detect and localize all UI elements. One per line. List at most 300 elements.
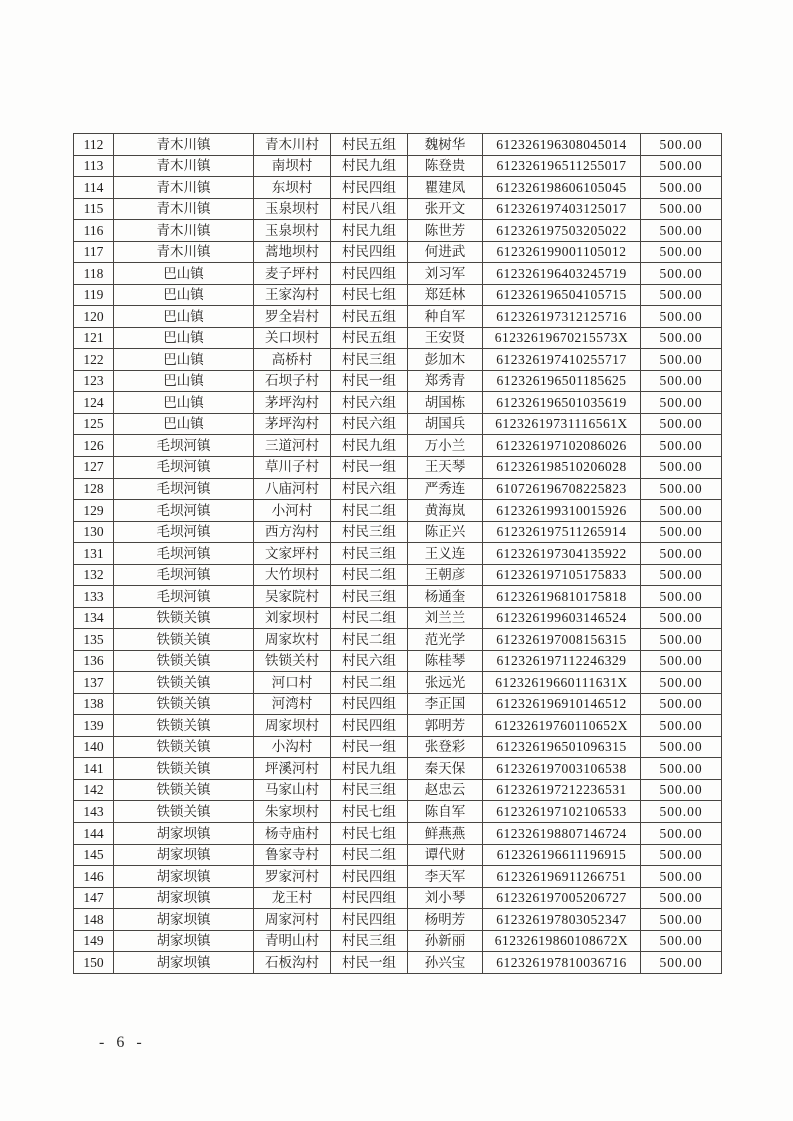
group-cell: 村民五组 [331, 306, 408, 328]
amount-cell: 500.00 [641, 500, 722, 522]
row-no-cell: 144 [74, 823, 114, 845]
town-cell: 铁锁关镇 [114, 758, 254, 780]
group-cell: 村民四组 [331, 263, 408, 285]
name-cell: 陈正兴 [408, 521, 483, 543]
table-row [74, 435, 722, 457]
name-cell: 杨通奎 [408, 586, 483, 608]
amount-cell: 500.00 [641, 413, 722, 435]
village-cell: 玉泉坝村 [254, 220, 331, 242]
village-cell: 高桥村 [254, 349, 331, 371]
row-no-cell: 143 [74, 801, 114, 823]
town-cell: 毛坝河镇 [114, 521, 254, 543]
row-no-cell: 126 [74, 435, 114, 457]
town-cell: 铁锁关镇 [114, 736, 254, 758]
name-cell: 陈桂琴 [408, 650, 483, 672]
group-cell: 村民六组 [331, 413, 408, 435]
amount-cell: 500.00 [641, 866, 722, 888]
village-cell: 青明山村 [254, 930, 331, 952]
amount-cell: 500.00 [641, 521, 722, 543]
table-row [74, 198, 722, 220]
row-no-cell: 146 [74, 866, 114, 888]
table-row [74, 715, 722, 737]
table-row [74, 801, 722, 823]
name-cell: 鲜燕燕 [408, 823, 483, 845]
town-cell: 巴山镇 [114, 349, 254, 371]
town-cell: 胡家坝镇 [114, 887, 254, 909]
table-row [74, 844, 722, 866]
group-cell: 村民六组 [331, 650, 408, 672]
id-number-cell: 612326199310015926 [483, 500, 641, 522]
group-cell: 村民二组 [331, 629, 408, 651]
row-no-cell: 112 [74, 134, 114, 156]
village-cell: 铁锁关村 [254, 650, 331, 672]
table-row [74, 607, 722, 629]
table-row [74, 693, 722, 715]
amount-cell: 500.00 [641, 650, 722, 672]
group-cell: 村民四组 [331, 866, 408, 888]
row-no-cell: 121 [74, 327, 114, 349]
id-number-cell: 612326197403125017 [483, 198, 641, 220]
id-number-cell: 61232619760110652X [483, 715, 641, 737]
id-number-cell: 612326197212236531 [483, 779, 641, 801]
id-number-cell: 612326197102086026 [483, 435, 641, 457]
town-cell: 毛坝河镇 [114, 435, 254, 457]
id-number-cell: 612326196511255017 [483, 155, 641, 177]
table-row [74, 241, 722, 263]
village-cell: 文家坪村 [254, 543, 331, 565]
group-cell: 村民一组 [331, 456, 408, 478]
id-number-cell: 612326198807146724 [483, 823, 641, 845]
town-cell: 毛坝河镇 [114, 586, 254, 608]
name-cell: 陈自军 [408, 801, 483, 823]
table-row [74, 349, 722, 371]
village-cell: 小河村 [254, 500, 331, 522]
table-row [74, 887, 722, 909]
group-cell: 村民三组 [331, 930, 408, 952]
group-cell: 村民五组 [331, 327, 408, 349]
id-number-cell: 612326197008156315 [483, 629, 641, 651]
table-row [74, 952, 722, 974]
id-number-cell: 61232619731116561X [483, 413, 641, 435]
row-no-cell: 125 [74, 413, 114, 435]
town-cell: 毛坝河镇 [114, 543, 254, 565]
table-row [74, 650, 722, 672]
village-cell: 周家坎村 [254, 629, 331, 651]
name-cell: 李天军 [408, 866, 483, 888]
id-number-cell: 612326197312125716 [483, 306, 641, 328]
amount-cell: 500.00 [641, 758, 722, 780]
village-cell: 茅坪沟村 [254, 392, 331, 414]
table-row [74, 478, 722, 500]
id-number-cell: 612326196501185625 [483, 370, 641, 392]
id-number-cell: 612326197810036716 [483, 952, 641, 974]
group-cell: 村民二组 [331, 607, 408, 629]
group-cell: 村民三组 [331, 586, 408, 608]
town-cell: 巴山镇 [114, 284, 254, 306]
town-cell: 铁锁关镇 [114, 629, 254, 651]
group-cell: 村民四组 [331, 887, 408, 909]
name-cell: 胡国兵 [408, 413, 483, 435]
name-cell: 杨明芳 [408, 909, 483, 931]
row-no-cell: 148 [74, 909, 114, 931]
id-number-cell: 612326198510206028 [483, 456, 641, 478]
village-cell: 河口村 [254, 672, 331, 694]
town-cell: 青木川镇 [114, 241, 254, 263]
group-cell: 村民四组 [331, 241, 408, 263]
id-number-cell: 612326197102106533 [483, 801, 641, 823]
village-cell: 朱家坝村 [254, 801, 331, 823]
name-cell: 谭代财 [408, 844, 483, 866]
village-cell: 周家河村 [254, 909, 331, 931]
id-number-cell: 612326198606105045 [483, 177, 641, 199]
name-cell: 瞿建凤 [408, 177, 483, 199]
amount-cell: 500.00 [641, 284, 722, 306]
group-cell: 村民六组 [331, 478, 408, 500]
group-cell: 村民七组 [331, 823, 408, 845]
group-cell: 村民一组 [331, 736, 408, 758]
village-cell: 草川子村 [254, 456, 331, 478]
amount-cell: 500.00 [641, 844, 722, 866]
amount-cell: 500.00 [641, 392, 722, 414]
amount-cell: 500.00 [641, 629, 722, 651]
name-cell: 李正国 [408, 693, 483, 715]
village-cell: 大竹坝村 [254, 564, 331, 586]
town-cell: 青木川镇 [114, 177, 254, 199]
town-cell: 胡家坝镇 [114, 909, 254, 931]
table-row [74, 392, 722, 414]
town-cell: 青木川镇 [114, 198, 254, 220]
amount-cell: 500.00 [641, 715, 722, 737]
amount-cell: 500.00 [641, 952, 722, 974]
group-cell: 村民七组 [331, 284, 408, 306]
payment-table-body [74, 134, 722, 974]
table-row [74, 220, 722, 242]
name-cell: 陈世芳 [408, 220, 483, 242]
town-cell: 毛坝河镇 [114, 500, 254, 522]
row-no-cell: 147 [74, 887, 114, 909]
name-cell: 何进武 [408, 241, 483, 263]
id-number-cell: 612326197410255717 [483, 349, 641, 371]
name-cell: 刘小琴 [408, 887, 483, 909]
group-cell: 村民二组 [331, 844, 408, 866]
amount-cell: 500.00 [641, 736, 722, 758]
name-cell: 王安贤 [408, 327, 483, 349]
name-cell: 万小兰 [408, 435, 483, 457]
table-row [74, 327, 722, 349]
table-row [74, 758, 722, 780]
amount-cell: 500.00 [641, 672, 722, 694]
row-no-cell: 122 [74, 349, 114, 371]
name-cell: 王朝彦 [408, 564, 483, 586]
amount-cell: 500.00 [641, 177, 722, 199]
group-cell: 村民三组 [331, 521, 408, 543]
table-row [74, 263, 722, 285]
table-row [74, 284, 722, 306]
village-cell: 八庙河村 [254, 478, 331, 500]
row-no-cell: 141 [74, 758, 114, 780]
name-cell: 刘兰兰 [408, 607, 483, 629]
group-cell: 村民八组 [331, 198, 408, 220]
group-cell: 村民五组 [331, 134, 408, 156]
village-cell: 罗全岩村 [254, 306, 331, 328]
row-no-cell: 123 [74, 370, 114, 392]
village-cell: 麦子坪村 [254, 263, 331, 285]
row-no-cell: 136 [74, 650, 114, 672]
group-cell: 村民二组 [331, 564, 408, 586]
name-cell: 王天琴 [408, 456, 483, 478]
id-number-cell: 612326196504105715 [483, 284, 641, 306]
id-number-cell: 612326197112246329 [483, 650, 641, 672]
id-number-cell: 612326196911266751 [483, 866, 641, 888]
row-no-cell: 113 [74, 155, 114, 177]
town-cell: 巴山镇 [114, 306, 254, 328]
table-row [74, 155, 722, 177]
id-number-cell: 612326197503205022 [483, 220, 641, 242]
name-cell: 陈登贵 [408, 155, 483, 177]
village-cell: 马家山村 [254, 779, 331, 801]
id-number-cell: 612326199603146524 [483, 607, 641, 629]
town-cell: 青木川镇 [114, 134, 254, 156]
town-cell: 毛坝河镇 [114, 456, 254, 478]
id-number-cell: 61232619860108672X [483, 930, 641, 952]
table-row [74, 586, 722, 608]
amount-cell: 500.00 [641, 155, 722, 177]
group-cell: 村民四组 [331, 177, 408, 199]
table-row [74, 779, 722, 801]
amount-cell: 500.00 [641, 607, 722, 629]
group-cell: 村民九组 [331, 758, 408, 780]
group-cell: 村民三组 [331, 779, 408, 801]
id-number-cell: 612326199001105012 [483, 241, 641, 263]
town-cell: 铁锁关镇 [114, 650, 254, 672]
id-number-cell: 612326197005206727 [483, 887, 641, 909]
town-cell: 铁锁关镇 [114, 672, 254, 694]
row-no-cell: 127 [74, 456, 114, 478]
town-cell: 巴山镇 [114, 263, 254, 285]
group-cell: 村民三组 [331, 349, 408, 371]
name-cell: 魏树华 [408, 134, 483, 156]
id-number-cell: 612326196501096315 [483, 736, 641, 758]
amount-cell: 500.00 [641, 435, 722, 457]
town-cell: 胡家坝镇 [114, 866, 254, 888]
name-cell: 郭明芳 [408, 715, 483, 737]
table-row [74, 564, 722, 586]
name-cell: 刘习军 [408, 263, 483, 285]
town-cell: 毛坝河镇 [114, 564, 254, 586]
village-cell: 蒿地坝村 [254, 241, 331, 263]
id-number-cell: 612326196810175818 [483, 586, 641, 608]
amount-cell: 500.00 [641, 586, 722, 608]
name-cell: 孙兴宝 [408, 952, 483, 974]
id-number-cell: 612326197511265914 [483, 521, 641, 543]
village-cell: 河湾村 [254, 693, 331, 715]
name-cell: 张开文 [408, 198, 483, 220]
amount-cell: 500.00 [641, 693, 722, 715]
amount-cell: 500.00 [641, 930, 722, 952]
town-cell: 铁锁关镇 [114, 693, 254, 715]
id-number-cell: 612326197803052347 [483, 909, 641, 931]
group-cell: 村民九组 [331, 435, 408, 457]
name-cell: 彭加木 [408, 349, 483, 371]
row-no-cell: 133 [74, 586, 114, 608]
group-cell: 村民七组 [331, 801, 408, 823]
row-no-cell: 128 [74, 478, 114, 500]
group-cell: 村民四组 [331, 715, 408, 737]
row-no-cell: 114 [74, 177, 114, 199]
town-cell: 铁锁关镇 [114, 715, 254, 737]
group-cell: 村民三组 [331, 543, 408, 565]
row-no-cell: 116 [74, 220, 114, 242]
table-row [74, 521, 722, 543]
village-cell: 小沟村 [254, 736, 331, 758]
id-number-cell: 612326197003106538 [483, 758, 641, 780]
name-cell: 张远光 [408, 672, 483, 694]
town-cell: 巴山镇 [114, 327, 254, 349]
table-row [74, 866, 722, 888]
table-row [74, 909, 722, 931]
village-cell: 刘家坝村 [254, 607, 331, 629]
village-cell: 三道河村 [254, 435, 331, 457]
name-cell: 郑秀青 [408, 370, 483, 392]
row-no-cell: 131 [74, 543, 114, 565]
id-number-cell: 612326197105175833 [483, 564, 641, 586]
name-cell: 郑廷林 [408, 284, 483, 306]
row-no-cell: 119 [74, 284, 114, 306]
village-cell: 东坝村 [254, 177, 331, 199]
table-row [74, 177, 722, 199]
name-cell: 孙新丽 [408, 930, 483, 952]
id-number-cell: 612326196611196915 [483, 844, 641, 866]
village-cell: 王家沟村 [254, 284, 331, 306]
amount-cell: 500.00 [641, 887, 722, 909]
amount-cell: 500.00 [641, 134, 722, 156]
town-cell: 胡家坝镇 [114, 823, 254, 845]
village-cell: 石坝子村 [254, 370, 331, 392]
row-no-cell: 150 [74, 952, 114, 974]
table-row [74, 500, 722, 522]
payment-table [73, 133, 722, 974]
amount-cell: 500.00 [641, 823, 722, 845]
village-cell: 石板沟村 [254, 952, 331, 974]
table-row [74, 736, 722, 758]
row-no-cell: 139 [74, 715, 114, 737]
name-cell: 范光学 [408, 629, 483, 651]
town-cell: 胡家坝镇 [114, 844, 254, 866]
row-no-cell: 137 [74, 672, 114, 694]
id-number-cell: 610726196708225823 [483, 478, 641, 500]
amount-cell: 500.00 [641, 327, 722, 349]
group-cell: 村民四组 [331, 693, 408, 715]
group-cell: 村民四组 [331, 909, 408, 931]
town-cell: 铁锁关镇 [114, 801, 254, 823]
row-no-cell: 124 [74, 392, 114, 414]
name-cell: 赵忠云 [408, 779, 483, 801]
table-row [74, 543, 722, 565]
table-row [74, 413, 722, 435]
table-row [74, 306, 722, 328]
group-cell: 村民二组 [331, 672, 408, 694]
id-number-cell: 61232619660111631X [483, 672, 641, 694]
village-cell: 玉泉坝村 [254, 198, 331, 220]
table-row [74, 823, 722, 845]
table-row [74, 456, 722, 478]
town-cell: 毛坝河镇 [114, 478, 254, 500]
id-number-cell: 612326196403245719 [483, 263, 641, 285]
page-number: - 6 - [99, 1034, 146, 1051]
town-cell: 巴山镇 [114, 392, 254, 414]
group-cell: 村民一组 [331, 952, 408, 974]
amount-cell: 500.00 [641, 263, 722, 285]
row-no-cell: 138 [74, 693, 114, 715]
amount-cell: 500.00 [641, 370, 722, 392]
table-row [74, 370, 722, 392]
amount-cell: 500.00 [641, 779, 722, 801]
name-cell: 张登彩 [408, 736, 483, 758]
table-row [74, 629, 722, 651]
name-cell: 秦天保 [408, 758, 483, 780]
name-cell: 胡国栋 [408, 392, 483, 414]
town-cell: 胡家坝镇 [114, 930, 254, 952]
table-row [74, 134, 722, 156]
table-row [74, 672, 722, 694]
row-no-cell: 140 [74, 736, 114, 758]
town-cell: 青木川镇 [114, 220, 254, 242]
village-cell: 坪溪河村 [254, 758, 331, 780]
amount-cell: 500.00 [641, 456, 722, 478]
id-number-cell: 612326197304135922 [483, 543, 641, 565]
id-number-cell: 61232619670215573X [483, 327, 641, 349]
amount-cell: 500.00 [641, 198, 722, 220]
name-cell: 严秀连 [408, 478, 483, 500]
group-cell: 村民九组 [331, 155, 408, 177]
row-no-cell: 118 [74, 263, 114, 285]
amount-cell: 500.00 [641, 306, 722, 328]
village-cell: 鲁家寺村 [254, 844, 331, 866]
row-no-cell: 142 [74, 779, 114, 801]
row-no-cell: 132 [74, 564, 114, 586]
amount-cell: 500.00 [641, 478, 722, 500]
village-cell: 青木川村 [254, 134, 331, 156]
town-cell: 铁锁关镇 [114, 779, 254, 801]
name-cell: 种自军 [408, 306, 483, 328]
village-cell: 罗家河村 [254, 866, 331, 888]
group-cell: 村民六组 [331, 392, 408, 414]
name-cell: 黄海岚 [408, 500, 483, 522]
group-cell: 村民九组 [331, 220, 408, 242]
village-cell: 关口坝村 [254, 327, 331, 349]
row-no-cell: 134 [74, 607, 114, 629]
table-row [74, 930, 722, 952]
row-no-cell: 117 [74, 241, 114, 263]
village-cell: 茅坪沟村 [254, 413, 331, 435]
town-cell: 胡家坝镇 [114, 952, 254, 974]
row-no-cell: 149 [74, 930, 114, 952]
village-cell: 南坝村 [254, 155, 331, 177]
amount-cell: 500.00 [641, 349, 722, 371]
row-no-cell: 129 [74, 500, 114, 522]
village-cell: 西方沟村 [254, 521, 331, 543]
village-cell: 龙王村 [254, 887, 331, 909]
id-number-cell: 612326196308045014 [483, 134, 641, 156]
row-no-cell: 120 [74, 306, 114, 328]
group-cell: 村民一组 [331, 370, 408, 392]
row-no-cell: 135 [74, 629, 114, 651]
amount-cell: 500.00 [641, 909, 722, 931]
amount-cell: 500.00 [641, 543, 722, 565]
row-no-cell: 145 [74, 844, 114, 866]
town-cell: 巴山镇 [114, 370, 254, 392]
amount-cell: 500.00 [641, 241, 722, 263]
